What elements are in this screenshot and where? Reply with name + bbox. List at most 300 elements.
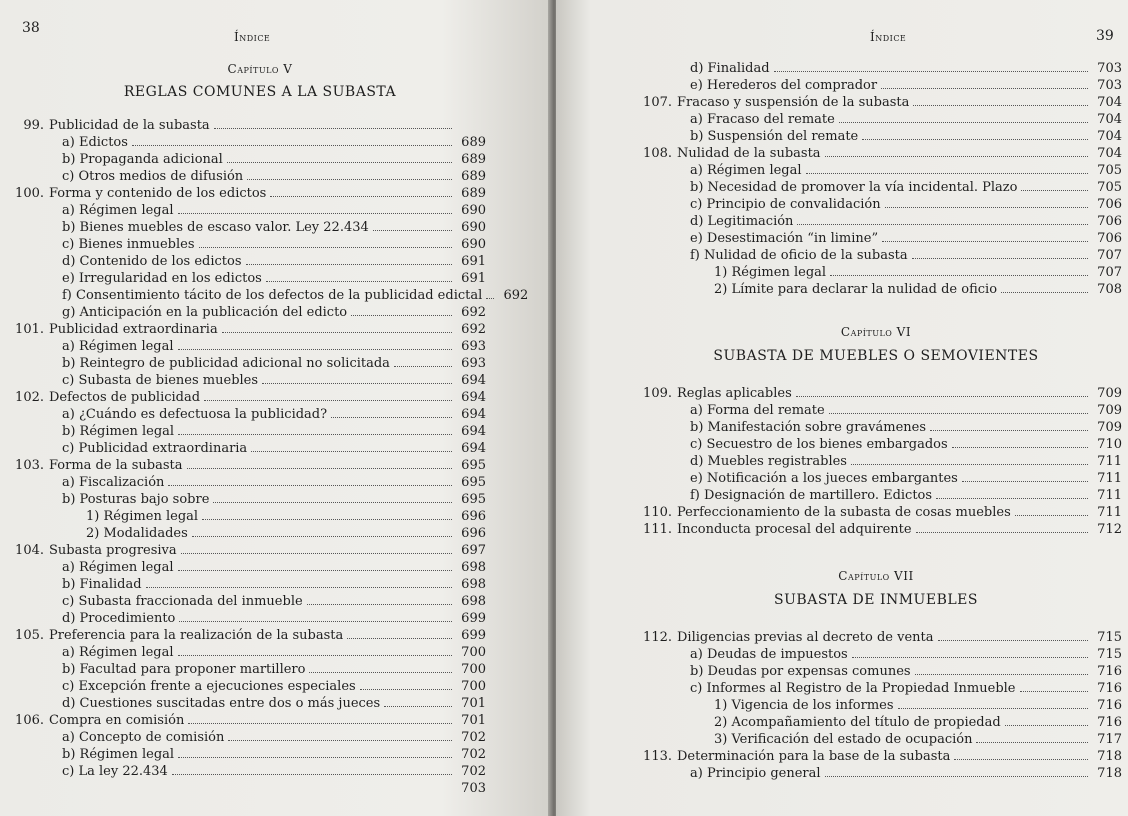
toc-entry-title: e) Notificación a los jueces embargantes: [690, 471, 958, 486]
toc-entry-title: b) Bienes muebles de escaso valor. Ley 22.434: [62, 220, 369, 235]
dot-leader: [394, 366, 452, 367]
toc-entry: [14, 491, 486, 508]
toc-entry-page: 704: [1097, 129, 1122, 144]
toc-entry-title: e) Irregularidad en los edictos: [62, 271, 262, 286]
dot-leader: [830, 275, 1088, 276]
dot-leader: [228, 740, 452, 741]
toc-entry-title: c) Otros medios de difusión: [62, 169, 244, 184]
dot-leader: [262, 383, 452, 384]
toc-entry-page: 705: [1097, 180, 1122, 195]
toc-entry-title: f) Designación de martillero. Edictos: [690, 488, 933, 503]
dot-leader: [829, 413, 1088, 414]
toc-entry: [642, 765, 1122, 782]
toc-entry-title: b) Finalidad: [62, 577, 142, 592]
toc-entry-page: 715: [1097, 647, 1122, 662]
dot-leader: [954, 759, 1088, 760]
toc-entry-page: 709: [1097, 386, 1122, 401]
toc-entry-page: 704: [1097, 146, 1122, 161]
toc-entry: [642, 264, 1122, 281]
toc-entry-page: 689: [461, 152, 486, 167]
page-number: 39: [1096, 28, 1114, 44]
toc-entry-number: 113.: [643, 749, 672, 764]
toc-entry-title: a) Régimen legal: [62, 339, 174, 354]
toc-entry-page: 699: [461, 611, 486, 626]
toc-entry-title: d) Finalidad: [690, 61, 770, 76]
dot-leader: [936, 498, 1088, 499]
toc-entry-number: 104.: [15, 543, 44, 558]
dot-leader: [178, 349, 452, 350]
toc-entry: [642, 697, 1122, 714]
dot-leader: [146, 587, 452, 588]
toc-entry-title: d) Muebles registrables: [690, 454, 847, 469]
toc-entry-page: 689: [461, 135, 486, 150]
toc-entry: [14, 406, 486, 423]
toc-entry: [14, 780, 486, 797]
toc-entry: [642, 487, 1122, 504]
toc-entry-title: a) Régimen legal: [690, 163, 802, 178]
toc-entry-title: f) Nulidad de oficio de la subasta: [690, 248, 908, 263]
toc-entry-page: 707: [1097, 265, 1122, 280]
toc-entry-title: a) Deudas de impuestos: [690, 647, 848, 662]
toc-entry: [642, 145, 1122, 162]
toc-entry: [14, 525, 486, 542]
running-head: Índice: [870, 30, 907, 44]
toc-entry: [14, 219, 486, 236]
toc-entry-title: a) Concepto de comisión: [62, 730, 225, 745]
dot-leader: [214, 128, 452, 129]
toc-entry-page: 710: [1097, 437, 1122, 452]
dot-leader: [373, 230, 452, 231]
dot-leader: [178, 570, 452, 571]
toc-entry-number: 109.: [643, 386, 672, 401]
toc-entry-title: c) Informes al Registro de la Propiedad Inmueble: [690, 681, 1016, 696]
toc-entry-title: c) Bienes inmuebles: [62, 237, 195, 252]
toc-entry: [14, 593, 486, 610]
dot-leader: [227, 162, 452, 163]
dot-leader: [976, 742, 1088, 743]
dot-leader: [172, 774, 452, 775]
running-head: Índice: [234, 30, 271, 44]
toc-entry-page: 702: [461, 764, 486, 779]
toc-entry: [642, 111, 1122, 128]
dot-leader: [898, 708, 1088, 709]
toc-entry-number: 105.: [15, 628, 44, 643]
toc-entry: [642, 731, 1122, 748]
toc-entry: [642, 385, 1122, 402]
toc-entry-page: 689: [461, 186, 486, 201]
dot-leader: [797, 224, 1088, 225]
toc-entry-title: d) Contenido de los edictos: [62, 254, 242, 269]
toc-list: [642, 385, 1122, 538]
toc-entry-title: b) Manifestación sobre gravámenes: [690, 420, 927, 435]
toc-entry-number: 110.: [643, 505, 672, 520]
toc-entry-page: 711: [1097, 471, 1122, 486]
toc-entry: [642, 60, 1122, 77]
toc-entry-number: 106.: [15, 713, 44, 728]
dot-leader: [825, 156, 1088, 157]
toc-entry-title: Reglas aplicables: [677, 386, 792, 401]
toc-entry-page: 701: [461, 696, 486, 711]
dot-leader: [952, 447, 1088, 448]
toc-entry: [14, 287, 529, 304]
toc-entry-page: 701: [461, 713, 486, 728]
dot-leader: [213, 502, 452, 503]
toc-entry-title: d) Legitimación: [690, 214, 794, 229]
toc-entry: [14, 661, 486, 678]
chapter-label: Capítulo VI: [840, 325, 912, 339]
toc-entry-title: g) Anticipación en la publicación del edicto: [62, 305, 348, 320]
toc-entry-page: 690: [461, 203, 486, 218]
toc-entry-number: 112.: [643, 630, 672, 645]
toc-entry-page: 690: [461, 237, 486, 252]
toc-entry-title: Inconducta procesal del adquirente: [677, 522, 912, 537]
toc-entry: [14, 474, 486, 491]
toc-entry-page: 694: [461, 373, 486, 388]
toc-entry-page: 706: [1097, 214, 1122, 229]
toc-entry: [14, 355, 486, 372]
left-page: [0, 0, 552, 816]
toc-entry: [642, 196, 1122, 213]
toc-entry-title: Diligencias previas al decreto de venta: [677, 630, 934, 645]
right-page: [556, 0, 1128, 816]
toc-entry-title: c) La ley 22.434: [62, 764, 168, 779]
dot-leader: [912, 258, 1088, 259]
toc-entry: [642, 247, 1122, 264]
toc-entry-page: 690: [461, 220, 486, 235]
toc-entry-title: b) Propaganda adicional: [62, 152, 223, 167]
toc-entry-page: 716: [1097, 698, 1122, 713]
toc-entry: [642, 663, 1122, 680]
toc-entry: [14, 576, 486, 593]
toc-entry-title: a) Fiscalización: [62, 475, 165, 490]
toc-entry: [14, 389, 486, 406]
toc-entry-page: 689: [461, 169, 486, 184]
toc-entry-page: 693: [461, 356, 486, 371]
toc-entry: [14, 440, 486, 457]
dot-leader: [246, 264, 452, 265]
toc-entry-page: 711: [1097, 454, 1122, 469]
dot-leader: [192, 536, 452, 537]
toc-entry-title: d) Cuestiones suscitadas entre dos o más jueces: [62, 696, 381, 711]
toc-entry: [14, 712, 486, 729]
toc-entry: [14, 168, 486, 185]
toc-entry-title: Publicidad extraordinaria: [49, 322, 218, 337]
toc-entry: [642, 419, 1122, 436]
toc-entry-page: 696: [461, 526, 486, 541]
dot-leader: [1021, 190, 1088, 191]
toc-entry-page: 711: [1097, 505, 1122, 520]
toc-entry-page: 711: [1097, 488, 1122, 503]
toc-entry-number: 103.: [15, 458, 44, 473]
toc-entry-title: a) Régimen legal: [62, 645, 174, 660]
dot-leader: [360, 689, 452, 690]
toc-entry: [14, 508, 486, 525]
toc-entry-page: 700: [461, 679, 486, 694]
toc-entry-title: a) Fracaso del remate: [690, 112, 835, 127]
toc-entry-page: 700: [461, 662, 486, 677]
toc-entry-number: 101.: [15, 322, 44, 337]
dot-leader: [851, 464, 1088, 465]
toc-entry: [642, 470, 1122, 487]
dot-leader: [916, 532, 1088, 533]
toc-entry: [642, 179, 1122, 196]
toc-entry: [14, 559, 486, 576]
toc-entry-page: 698: [461, 560, 486, 575]
toc-entry-title: b) Posturas bajo sobre: [62, 492, 210, 507]
toc-entry: [642, 77, 1122, 94]
toc-entry-title: 2) Modalidades: [86, 526, 188, 541]
toc-entry-page: 703: [461, 781, 486, 796]
toc-entry: [14, 253, 486, 270]
toc-entry: [14, 134, 486, 151]
toc-entry-title: Fracaso y suspensión de la subasta: [677, 95, 910, 110]
toc-entry-page: 703: [1097, 61, 1122, 76]
toc-entry-title: d) Procedimiento: [62, 611, 176, 626]
dot-leader: [307, 604, 452, 605]
toc-entry-page: 707: [1097, 248, 1122, 263]
toc-entry-page: 691: [461, 271, 486, 286]
dot-leader: [309, 672, 452, 673]
toc-entry-page: 699: [461, 628, 486, 643]
toc-entry: [14, 270, 486, 287]
toc-entry: [14, 542, 486, 559]
toc-entry-page: 717: [1097, 732, 1122, 747]
toc-entry-title: Preferencia para la realización de la subasta: [49, 628, 344, 643]
toc-entry-title: a) Régimen legal: [62, 560, 174, 575]
dot-leader: [1001, 292, 1088, 293]
dot-leader: [331, 417, 452, 418]
toc-entry: [642, 213, 1122, 230]
dot-leader: [132, 145, 452, 146]
toc-entry-title: b) Facultad para proponer martillero: [62, 662, 306, 677]
toc-entry: [14, 185, 486, 202]
toc-entry-title: c) Principio de convalidación: [690, 197, 881, 212]
toc-entry-title: f) Consentimiento tácito de los defectos de la publicidad edictal: [62, 288, 483, 303]
toc-entry: [642, 281, 1122, 298]
dot-leader: [825, 776, 1088, 777]
toc-entry: [642, 748, 1122, 765]
toc-list: [642, 60, 1122, 298]
dot-leader: [251, 451, 452, 452]
toc-entry-number: 102.: [15, 390, 44, 405]
toc-entry-page: 702: [461, 730, 486, 745]
toc-entry-number: 100.: [15, 186, 44, 201]
toc-entry-title: c) Publicidad extraordinaria: [62, 441, 248, 456]
toc-entry-page: 703: [1097, 78, 1122, 93]
toc-entry: [642, 436, 1122, 453]
dot-leader: [270, 196, 452, 197]
dot-leader: [930, 430, 1088, 431]
toc-entry-title: a) Principio general: [690, 766, 821, 781]
toc-entry-title: a) Edictos: [62, 135, 128, 150]
toc-entry-title: a) ¿Cuándo es defectuosa la publicidad?: [62, 407, 328, 422]
toc-entry-title: 3) Verificación del estado de ocupación: [714, 732, 973, 747]
toc-entry-title: c) Secuestro de los bienes embargados: [690, 437, 948, 452]
dot-leader: [266, 281, 452, 282]
toc-list: [642, 629, 1122, 782]
toc-entry: [642, 504, 1122, 521]
toc-entry-page: 708: [1097, 282, 1122, 297]
toc-entry-title: Determinación para la base de la subasta: [677, 749, 951, 764]
dot-leader: [178, 757, 452, 758]
toc-entry: [14, 763, 486, 780]
toc-entry: [642, 128, 1122, 145]
toc-entry-title: b) Régimen legal: [62, 424, 175, 439]
dot-leader: [199, 247, 452, 248]
toc-entry-title: Publicidad de la subasta: [49, 118, 210, 133]
toc-entry-title: b) Régimen legal: [62, 747, 175, 762]
chapter-title: SUBASTA DE MUEBLES O SEMOVIENTES: [713, 348, 1039, 364]
toc-entry-page: 696: [461, 509, 486, 524]
toc-entry: [14, 372, 486, 389]
toc-entry: [642, 94, 1122, 111]
chapter-title: REGLAS COMUNES A LA SUBASTA: [123, 84, 397, 100]
toc-entry-page: 695: [461, 492, 486, 507]
toc-entry-page: 716: [1097, 681, 1122, 696]
dot-leader: [774, 71, 1088, 72]
dot-leader: [351, 315, 452, 316]
toc-list: [14, 117, 529, 797]
toc-entry-page: 718: [1097, 766, 1122, 781]
toc-entry: [14, 202, 486, 219]
dot-leader: [202, 519, 452, 520]
dot-leader: [347, 638, 452, 639]
dot-leader: [938, 640, 1088, 641]
toc-entry: [14, 304, 486, 321]
toc-entry: [14, 423, 486, 440]
toc-entry-number: 107.: [643, 95, 672, 110]
dot-leader: [181, 553, 452, 554]
toc-entry-page: 700: [461, 645, 486, 660]
toc-entry: [14, 695, 486, 712]
toc-entry: [14, 644, 486, 661]
chapter-title: SUBASTA DE INMUEBLES: [774, 592, 978, 608]
toc-entry: [14, 338, 486, 355]
toc-entry-page: 704: [1097, 95, 1122, 110]
dot-leader: [881, 88, 1088, 89]
toc-entry-page: 702: [461, 747, 486, 762]
toc-entry-page: 692: [461, 305, 486, 320]
toc-entry-page: 695: [461, 458, 486, 473]
dot-leader: [247, 179, 452, 180]
toc-entry: [14, 729, 486, 746]
dot-leader: [204, 400, 452, 401]
toc-entry: [642, 402, 1122, 419]
dot-leader: [179, 621, 452, 622]
toc-entry: [14, 457, 486, 474]
toc-entry-page: 704: [1097, 112, 1122, 127]
toc-entry-title: e) Herederos del comprador: [690, 78, 878, 93]
toc-entry: [642, 230, 1122, 247]
dot-leader: [178, 213, 452, 214]
toc-entry-page: 718: [1097, 749, 1122, 764]
toc-entry-page: 716: [1097, 664, 1122, 679]
dot-leader: [178, 434, 452, 435]
dot-leader: [796, 396, 1088, 397]
toc-entry-page: 712: [1097, 522, 1122, 537]
toc-entry: [14, 678, 486, 695]
chapter-label: Capítulo V: [227, 62, 293, 76]
toc-entry-title: b) Reintegro de publicidad adicional no solicitada: [62, 356, 390, 371]
toc-entry-title: Compra en comisión: [49, 713, 185, 728]
toc-entry: [642, 162, 1122, 179]
toc-entry-title: Defectos de publicidad: [49, 390, 201, 405]
toc-entry-page: 697: [461, 543, 486, 558]
toc-entry-title: e) Desestimación “in limine”: [690, 231, 879, 246]
toc-entry-title: b) Suspensión del remate: [690, 129, 859, 144]
dot-leader: [882, 241, 1088, 242]
dot-leader: [839, 122, 1088, 123]
toc-entry-page: 698: [461, 594, 486, 609]
chapter-label: Capítulo VII: [838, 569, 914, 583]
toc-entry-page: 694: [461, 407, 486, 422]
toc-entry-title: a) Forma del remate: [690, 403, 825, 418]
toc-entry-page: 695: [461, 475, 486, 490]
dot-leader: [915, 674, 1088, 675]
toc-entry: [14, 236, 486, 253]
toc-entry: [642, 521, 1122, 538]
toc-entry-page: 698: [461, 577, 486, 592]
toc-entry-title: c) Subasta fraccionada del inmueble: [62, 594, 303, 609]
toc-entry-page: 716: [1097, 715, 1122, 730]
toc-entry: [14, 151, 486, 168]
dot-leader: [384, 706, 452, 707]
toc-entry-page: 709: [1097, 420, 1122, 435]
toc-entry-page: 706: [1097, 197, 1122, 212]
dot-leader: [962, 481, 1088, 482]
toc-entry-page: 692: [461, 322, 486, 337]
dot-leader: [1020, 691, 1089, 692]
dot-leader: [806, 173, 1088, 174]
toc-entry-number: 108.: [643, 146, 672, 161]
toc-entry-page: 693: [461, 339, 486, 354]
toc-entry: [642, 680, 1122, 697]
page-number: 38: [22, 20, 40, 36]
toc-entry-title: 1) Régimen legal: [86, 509, 199, 524]
toc-entry-page: 694: [461, 424, 486, 439]
toc-entry-number: 111.: [643, 522, 672, 537]
dot-leader: [1015, 515, 1088, 516]
toc-entry-title: a) Régimen legal: [62, 203, 174, 218]
toc-entry-title: c) Excepción frente a ejecuciones especiales: [62, 679, 356, 694]
toc-entry-title: Subasta progresiva: [49, 543, 177, 558]
dot-leader: [862, 139, 1088, 140]
toc-entry-page: 694: [461, 390, 486, 405]
toc-entry: [14, 117, 486, 134]
toc-entry-title: Forma y contenido de los edictos: [49, 186, 267, 201]
toc-entry: [642, 453, 1122, 470]
toc-entry-title: c) Subasta de bienes muebles: [62, 373, 259, 388]
dot-leader: [852, 657, 1088, 658]
toc-entry-page: 706: [1097, 231, 1122, 246]
dot-leader: [168, 485, 452, 486]
toc-entry-title: b) Deudas por expensas comunes: [690, 664, 911, 679]
toc-entry-page: 709: [1097, 403, 1122, 418]
toc-entry: [14, 321, 486, 338]
toc-entry-page: 691: [461, 254, 486, 269]
toc-entry-title: 2) Acompañamiento del título de propiedad: [714, 715, 1001, 730]
toc-entry-title: 1) Régimen legal: [714, 265, 827, 280]
toc-entry-page: 694: [461, 441, 486, 456]
toc-entry-title: 1) Vigencia de los informes: [714, 698, 894, 713]
toc-entry-page: 692: [503, 288, 529, 303]
dot-leader: [885, 207, 1088, 208]
toc-entry: [14, 627, 486, 644]
toc-entry-title: 2) Límite para declarar la nulidad de oficio: [714, 282, 998, 297]
toc-entry-title: Perfeccionamiento de la subasta de cosas muebles: [677, 505, 1011, 520]
dot-leader: [486, 298, 494, 299]
toc-entry: [642, 646, 1122, 663]
